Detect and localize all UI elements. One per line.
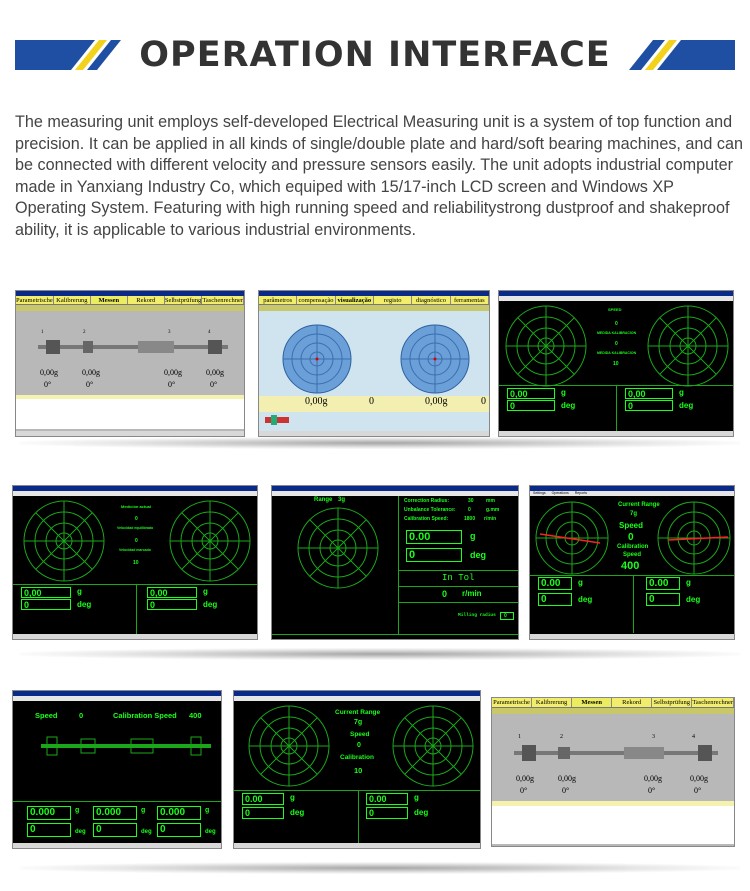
menu-bar <box>499 296 733 301</box>
right-unit: g <box>679 388 684 397</box>
left-value-box: 0.00 <box>538 577 572 590</box>
left-unbalance-value: 0,00g <box>305 396 328 407</box>
left-angle-box: 0 <box>507 400 555 411</box>
tab[interactable]: Rekord <box>612 698 652 707</box>
right-angle-value: 0 <box>481 396 486 407</box>
bearing-number: 1 <box>41 330 44 335</box>
tab[interactable]: Rekord <box>128 296 165 304</box>
angle-value: 0° <box>86 380 94 389</box>
calibration-speed-value: 400 <box>621 560 640 572</box>
sub-bar <box>259 305 489 311</box>
left-polar-chart <box>503 303 589 389</box>
left-angle-unit: deg <box>561 401 576 410</box>
right-polar-chart <box>390 703 476 789</box>
divider <box>633 575 634 633</box>
right-value-box: 0,00 <box>625 388 673 399</box>
calibration-label: MEDIDA KALIBRACION <box>597 351 637 355</box>
right-angle-box: 0 <box>625 400 673 411</box>
speed-label: Velocidad equilibrado <box>117 526 154 530</box>
bearing-number: 4 <box>208 330 211 335</box>
shaft-diagram <box>514 742 718 764</box>
description-paragraph: The measuring unit employs self-developed Electrical Measuring unit is a system of top function and precision. It can be applied in all kinds of single/double plate and hard/soft bearing machines, and can be connected with different velocity and pressure sensors easily. The unit adopts industrial computer made in Yanxiang Industry Co, which equiped with 15/17-inch LCD screen and Windows XP Operating System. Featuring with high running speed and reliabilitystrong dustproof and shakeproof ability, it is applicable to various industrial environments. <box>15 113 744 239</box>
left-value-box: 0.00 <box>242 793 284 805</box>
rpm-value: 0 <box>442 589 448 599</box>
angle-value: 0° <box>44 380 52 389</box>
right-angle-unit: deg <box>414 808 429 817</box>
range-value: 7g <box>354 719 363 726</box>
speed-label: Speed <box>35 711 58 720</box>
right-angle-unit: deg <box>203 600 218 609</box>
status-bar <box>499 431 733 436</box>
left-polar-chart <box>281 323 353 395</box>
right-unit: g <box>686 578 691 587</box>
tab[interactable]: ferramentas <box>451 296 489 304</box>
polar-chart <box>296 506 380 590</box>
left-angle-box: 0 <box>242 807 284 819</box>
left-value-box: 0,00 <box>21 587 71 598</box>
calibration-value: 0 <box>615 341 618 347</box>
tab[interactable]: registo <box>374 296 412 304</box>
status-bar <box>13 843 221 848</box>
param-value: 30 <box>468 498 474 504</box>
tab[interactable]: Taschenrechner <box>692 699 733 706</box>
divider <box>358 790 359 844</box>
bearing-number: 3 <box>168 330 171 335</box>
left-angle-unit: deg <box>578 595 593 604</box>
unit: g <box>75 807 80 814</box>
speed-value: 0 <box>79 711 84 720</box>
tab[interactable]: Kalibrerung <box>532 698 572 707</box>
speed-label: SPEED <box>608 307 622 312</box>
angle-value: 0° <box>562 786 570 795</box>
param-unit: mm <box>486 498 495 504</box>
value-box-2: 0.000 <box>93 806 137 820</box>
calibration-speed-label: Speed <box>623 552 642 558</box>
calibration-label: Calibration <box>617 544 649 550</box>
angle-unit: deg <box>75 829 86 835</box>
tab-bar <box>492 698 734 708</box>
rpm-unit: r/min <box>462 589 482 598</box>
param-label: Unbalance Tolerance: <box>404 507 456 513</box>
right-polar-chart <box>167 498 253 584</box>
angle-box-1: 0 <box>27 823 71 837</box>
right-polar-chart <box>645 303 731 389</box>
unbalance-value: 0,00g <box>82 368 100 377</box>
unbalance-value: 0,00g <box>644 774 662 783</box>
bearing-number: 1 <box>518 734 521 740</box>
left-unit: g <box>561 388 566 397</box>
screenshot-english-three-plane <box>12 690 222 849</box>
speed-value: 0 <box>615 321 618 327</box>
menu-bar <box>13 491 257 496</box>
screenshot-english-single-plane <box>271 485 519 640</box>
divider <box>398 586 518 587</box>
calibration-value: 10 <box>354 766 363 775</box>
tab[interactable]: Taschenrechner <box>202 297 243 304</box>
screenshot-german-measure <box>15 290 245 437</box>
calibration-speed-label: Calibration Speed <box>113 711 177 720</box>
divider <box>398 496 399 636</box>
tab[interactable]: Parametrische <box>492 698 532 707</box>
milling-value: 0 <box>500 612 514 620</box>
screenshot-spanish-dark-2 <box>12 485 258 640</box>
range-label: Current Range <box>335 709 381 716</box>
tab[interactable]: Selbstprüfung <box>164 297 202 304</box>
right-angle-box: 0 <box>646 593 680 606</box>
mark-label: Velocidad marcado <box>119 548 151 552</box>
tab-active[interactable]: visualização <box>336 296 374 304</box>
measure-value: 0 <box>135 516 138 522</box>
status-bar <box>16 431 244 436</box>
log-area <box>492 806 734 844</box>
shaft-diagram <box>38 337 228 357</box>
right-angle-box: 0 <box>366 807 408 819</box>
divider <box>136 584 137 634</box>
tab[interactable]: diagnóstico <box>412 296 450 304</box>
value-unit: g <box>470 531 476 541</box>
angle-unit: deg <box>205 829 216 835</box>
speed-value: 0 <box>628 532 634 543</box>
calibration-label: Calibration <box>340 754 374 761</box>
measure-label: Medición actual <box>121 504 152 509</box>
sub-bar <box>492 708 734 714</box>
unbalance-value: 0,00g <box>164 368 182 377</box>
screenshot-english-dark-polar <box>233 690 481 849</box>
param-label: Correction Radius: <box>404 498 450 504</box>
divider <box>616 385 617 431</box>
unit: g <box>141 807 146 814</box>
menu-item[interactable]: Settings <box>533 491 546 495</box>
tab[interactable]: compensação <box>297 296 335 304</box>
row-shadow <box>20 648 740 660</box>
calibration-label: MEDIDA KALIBRACION <box>597 331 637 335</box>
unbalance-value: 0,00g <box>206 368 224 377</box>
right-unit: g <box>203 587 208 596</box>
right-value-box: 0.00 <box>646 577 680 590</box>
menu-item[interactable]: Operations <box>551 491 569 495</box>
status-bar <box>234 843 480 848</box>
angle-value: 0° <box>520 786 528 795</box>
value-box-1: 0.000 <box>27 806 71 820</box>
screenshot-german-measure-2 <box>491 697 735 847</box>
left-polar-chart <box>534 500 610 576</box>
milling-label: Milling radius <box>458 613 496 618</box>
menu-bar <box>530 491 734 496</box>
param-unit: r/min <box>484 516 497 522</box>
angle-value: 0° <box>648 786 656 795</box>
divider <box>234 790 480 791</box>
tab-bar <box>16 296 244 305</box>
speed-value: 0 <box>357 742 361 749</box>
right-unbalance-value: 0,00g <box>425 396 448 407</box>
calibration-value: 10 <box>613 361 619 367</box>
machine-icon <box>263 413 291 427</box>
screenshot-english-polar-red <box>529 485 735 640</box>
left-angle-box: 0 <box>538 593 572 606</box>
unbalance-value: 0,00g <box>40 368 58 377</box>
right-value-box: 0.00 <box>366 793 408 805</box>
range-label: Current Range <box>618 502 660 508</box>
right-polar-chart <box>656 500 732 576</box>
shaft-diagram <box>41 731 211 763</box>
menu-item[interactable]: Reports <box>574 491 588 495</box>
left-unit: g <box>77 587 82 596</box>
bearing-number: 3 <box>652 734 655 740</box>
tab[interactable]: parâmetros <box>259 296 297 304</box>
tab-active[interactable]: Messen <box>572 698 612 707</box>
left-unit: g <box>290 793 295 802</box>
angle-value: 0° <box>168 380 176 389</box>
divider <box>530 575 734 576</box>
value-box-3: 0.000 <box>157 806 201 820</box>
angle-box: 0 <box>406 548 462 562</box>
left-angle-value: 0 <box>369 396 374 407</box>
tab-bar <box>259 296 489 305</box>
range-value: 3g <box>338 497 346 503</box>
left-polar-chart <box>21 498 107 584</box>
speed-label: Speed <box>350 731 370 738</box>
screenshot-portuguese-polar <box>258 290 490 437</box>
sub-bar <box>16 305 244 311</box>
param-value: 1800 <box>464 516 476 522</box>
status-bar <box>272 634 518 639</box>
tab[interactable]: Selbstprüfung <box>652 698 692 707</box>
unbalance-value: 0,00g <box>558 774 576 783</box>
angle-value: 0° <box>210 380 218 389</box>
tab[interactable]: Parametrische <box>16 297 53 304</box>
right-angle-box: 0 <box>147 599 197 610</box>
menu-bar <box>13 696 221 701</box>
param-unit: g.mm <box>486 507 500 513</box>
tolerance-status: In Tol <box>442 573 475 583</box>
left-angle-unit: deg <box>290 808 305 817</box>
page-title: OPERATION INTERFACE <box>139 35 611 75</box>
angle-box-2: 0 <box>93 823 137 837</box>
angle-box-3: 0 <box>157 823 201 837</box>
mark-value: 10 <box>133 560 139 566</box>
unit: g <box>205 807 210 814</box>
right-angle-unit: deg <box>679 401 694 410</box>
param-value: 0 <box>468 507 471 513</box>
calibration-speed-value: 400 <box>189 711 202 720</box>
tab[interactable]: Kalibrerung <box>54 296 91 304</box>
menu-bar <box>234 696 480 701</box>
status-bar <box>13 634 257 639</box>
right-value-box: 0,00 <box>147 587 197 598</box>
left-angle-box: 0 <box>21 599 71 610</box>
param-label: Calibration Speed: <box>404 516 449 522</box>
left-angle-unit: deg <box>77 600 92 609</box>
readout-band <box>259 396 489 412</box>
unbalance-value: 0,00g <box>690 774 708 783</box>
right-polar-chart <box>399 323 471 395</box>
bearing-number: 2 <box>83 330 86 335</box>
right-angle-unit: deg <box>686 595 701 604</box>
status-bar <box>530 634 734 639</box>
angle-unit: deg <box>141 829 152 835</box>
status-bar <box>259 431 489 436</box>
unbalance-value: 0,00g <box>516 774 534 783</box>
left-polar-chart <box>246 703 332 789</box>
right-unit: g <box>414 793 419 802</box>
log-area <box>16 399 244 429</box>
angle-value: 0° <box>694 786 702 795</box>
divider <box>398 602 518 603</box>
row-shadow <box>20 862 740 874</box>
screenshot-spanish-dark <box>498 290 734 437</box>
left-unit: g <box>578 578 583 587</box>
range-label: Range <box>314 497 333 503</box>
angle-unit: deg <box>470 550 487 560</box>
speed-value: 0 <box>135 538 138 544</box>
menu-bar <box>272 491 518 496</box>
left-value-box: 0,00 <box>507 388 555 399</box>
value-box: 0.00 <box>406 530 462 544</box>
divider <box>13 584 257 585</box>
row-shadow <box>20 437 740 449</box>
speed-label: Speed <box>619 521 644 530</box>
divider <box>398 570 518 571</box>
bearing-number: 2 <box>560 734 563 740</box>
range-value: 7g <box>630 511 638 517</box>
divider <box>13 801 221 802</box>
bearing-number: 4 <box>692 734 695 740</box>
tab-active[interactable]: Messen <box>91 296 128 304</box>
